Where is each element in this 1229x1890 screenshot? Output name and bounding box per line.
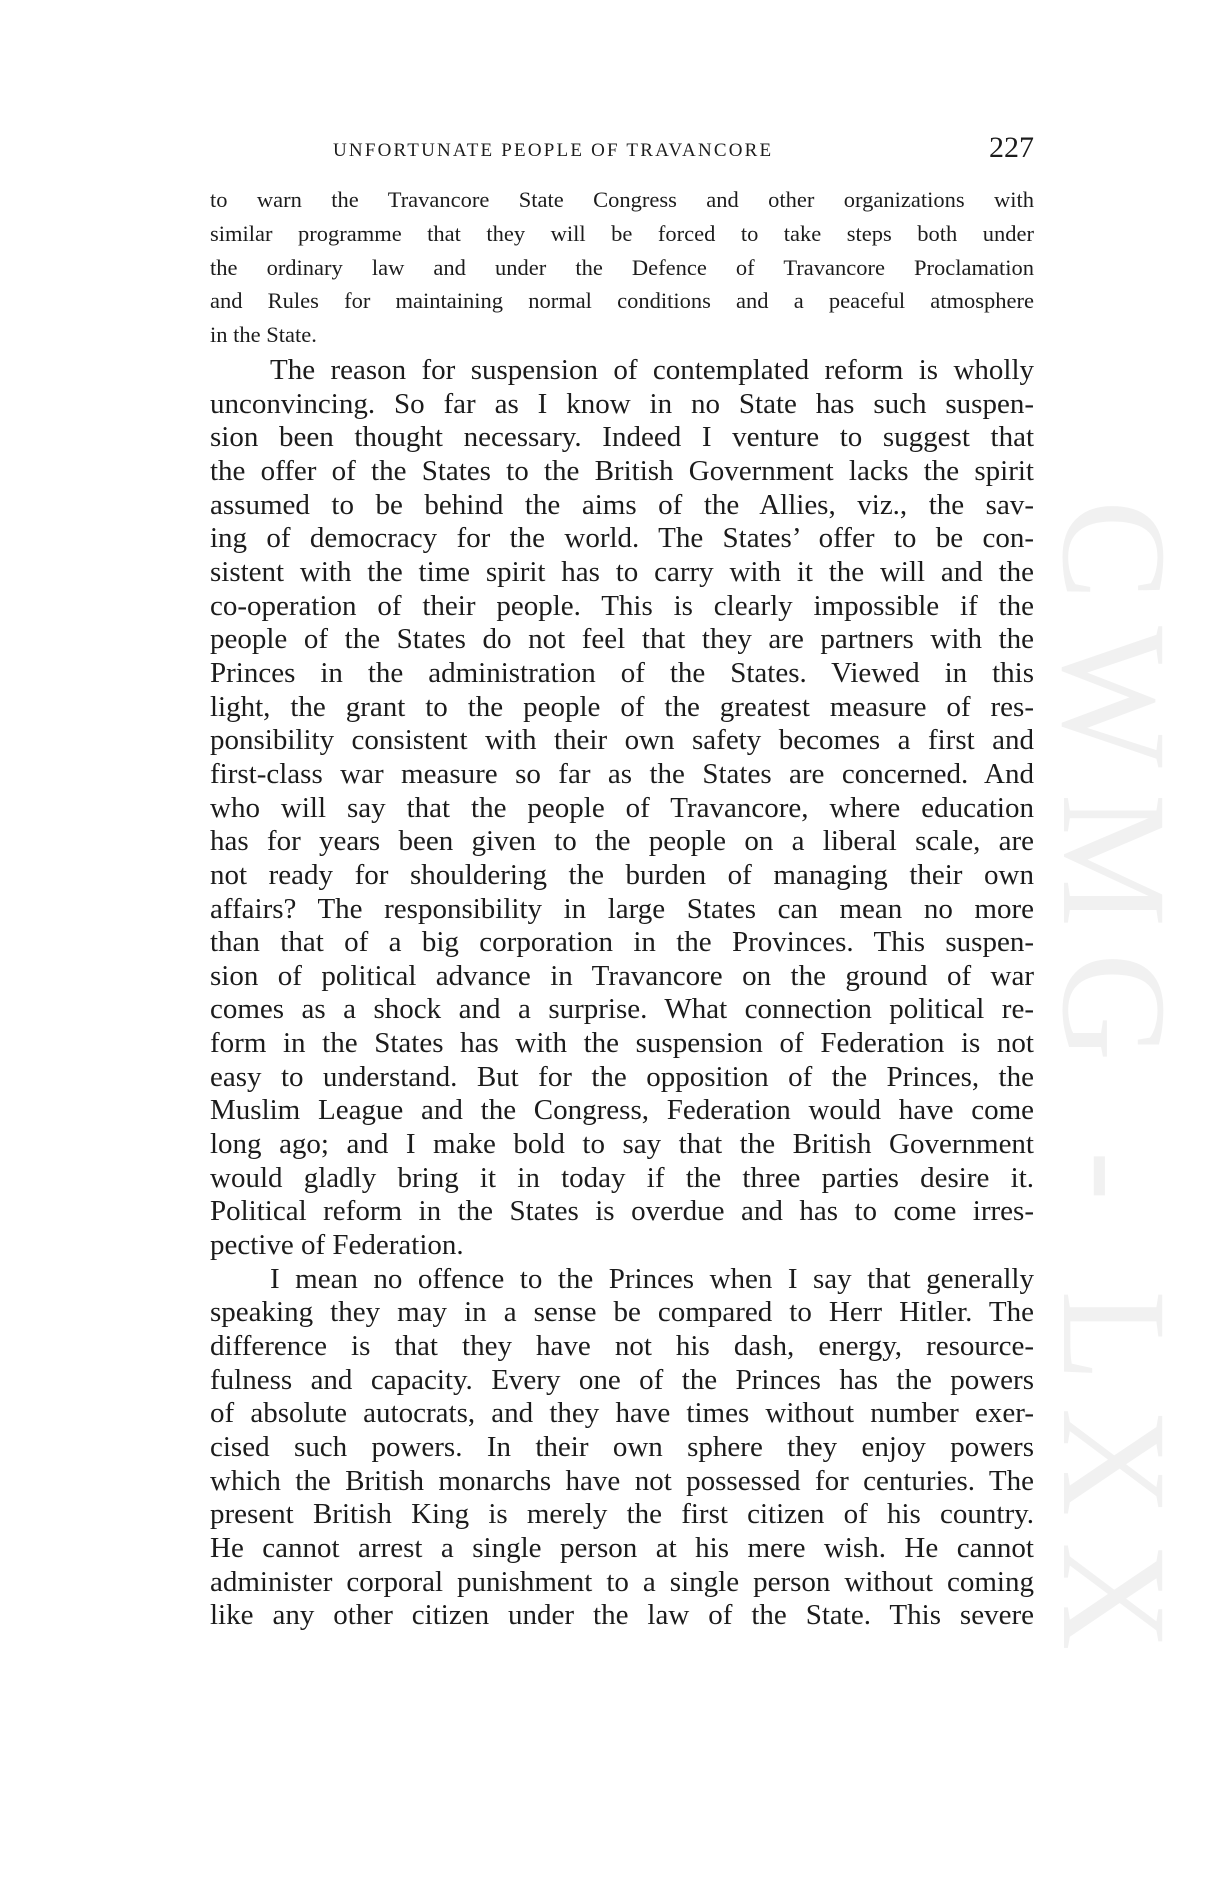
quote-line: in the State.	[210, 322, 317, 348]
quote-line: to warn the Travancore State Congress and other organizations with	[210, 187, 1034, 212]
text-line: form in the States has with the suspension of Federation is not	[210, 1027, 1034, 1060]
text-line: cised such powers. In their own sphere they enjoy powers	[210, 1431, 1034, 1463]
text-line: The reason for suspension of contemplated reform is wholly	[270, 354, 1034, 386]
text-line: administer corporal punishment to a single person without coming	[210, 1565, 1034, 1598]
text-line: the offer of the States to the British Government lacks the spirit	[210, 454, 1034, 487]
text-line: sistent with the time spirit has to carry with it the will and the	[210, 555, 1034, 588]
watermark-text: CWMG - LXX	[1031, 500, 1197, 1677]
page-number: 227	[989, 131, 1034, 164]
text-line: not ready for shouldering the burden of managing their own	[210, 858, 1034, 891]
text-line: light, the grant to the people of the greatest measure of res-	[210, 690, 1034, 723]
text-line: which the British monarchs have not possessed for centuries. The	[210, 1464, 1034, 1497]
running-title-text: UNFORTUNATE PEOPLE OF TRAVANCORE	[333, 140, 774, 161]
text-line: Political reform in the States is overdue and has to come irres-	[210, 1195, 1034, 1228]
text-line: comes as a shock and a surprise. What connection political re-	[210, 993, 1034, 1026]
text-line: would gladly bring it in today if the three parties desire it.	[210, 1161, 1034, 1194]
text-line: assumed to be behind the aims of the Allies, viz., the sav-	[210, 488, 1034, 521]
text-line: ponsibility consistent with their own safety becomes a first and	[210, 724, 1034, 757]
paragraph-2	[150, 1263, 1034, 1633]
quote-line: the ordinary law and under the Defence of Travancore Proclamation	[210, 254, 1034, 280]
text-line: who will say that the people of Travancore, where education	[210, 791, 1034, 824]
text-line: first-class war measure so far as the States are concerned. And	[210, 757, 1034, 790]
text-line: like any other citizen under the law of the State. This severe	[210, 1599, 1034, 1632]
text-line: fulness and capacity. Every one of the Princes has the powers	[210, 1363, 1034, 1396]
paragraph-1	[150, 354, 1034, 1263]
running-header	[150, 131, 1034, 171]
watermark	[1031, 500, 1208, 1677]
quote-line: and Rules for maintaining normal conditions and a peaceful atmosphere	[210, 288, 1034, 314]
text-line: unconvincing. So far as I know in no State has such suspen-	[210, 387, 1034, 420]
running-title	[333, 139, 773, 162]
text-line: Princes in the administration of the States. Viewed in this	[210, 656, 1034, 689]
block-quote	[210, 183, 1034, 352]
text-line: ing of democracy for the world. The States’ offer to be con-	[210, 522, 1034, 555]
text-line: long ago; and I make bold to say that the British Government	[210, 1128, 1034, 1161]
text-line: speaking they may in a sense be compared to Herr Hitler. The	[210, 1296, 1034, 1329]
text-line: affairs? The responsibility in large States can mean no more	[210, 892, 1034, 925]
text-line: present British King is merely the first citizen of his country.	[210, 1498, 1034, 1531]
text-line: pective of Federation.	[210, 1229, 464, 1262]
text-line: than that of a big corporation in the Provinces. This suspen-	[210, 926, 1034, 959]
quote-line: similar programme that they will be forced to take steps both under	[210, 220, 1034, 246]
text-line: easy to understand. But for the opposition of the Princes, the	[210, 1060, 1034, 1093]
text-line: of absolute autocrats, and they have times without number exer-	[210, 1397, 1034, 1430]
text-line: I mean no offence to the Princes when I say that generally	[270, 1262, 1034, 1295]
text-line: has for years been given to the people on a liberal scale, are	[210, 825, 1034, 858]
text-line: co-operation of their people. This is clearly impossible if the	[210, 589, 1034, 622]
text-line: He cannot arrest a single person at his mere wish. He cannot	[210, 1531, 1034, 1564]
text-line: sion of political advance in Travancore on the ground of war	[210, 959, 1034, 992]
text-line: Muslim League and the Congress, Federation would have come	[210, 1094, 1034, 1127]
body-text	[150, 354, 1034, 1633]
text-line: people of the States do not feel that they are partners with the	[210, 623, 1034, 656]
text-line: difference is that they have not his dash, energy, resource-	[210, 1330, 1034, 1363]
text-line: sion been thought necessary. Indeed I venture to suggest that	[210, 421, 1034, 454]
